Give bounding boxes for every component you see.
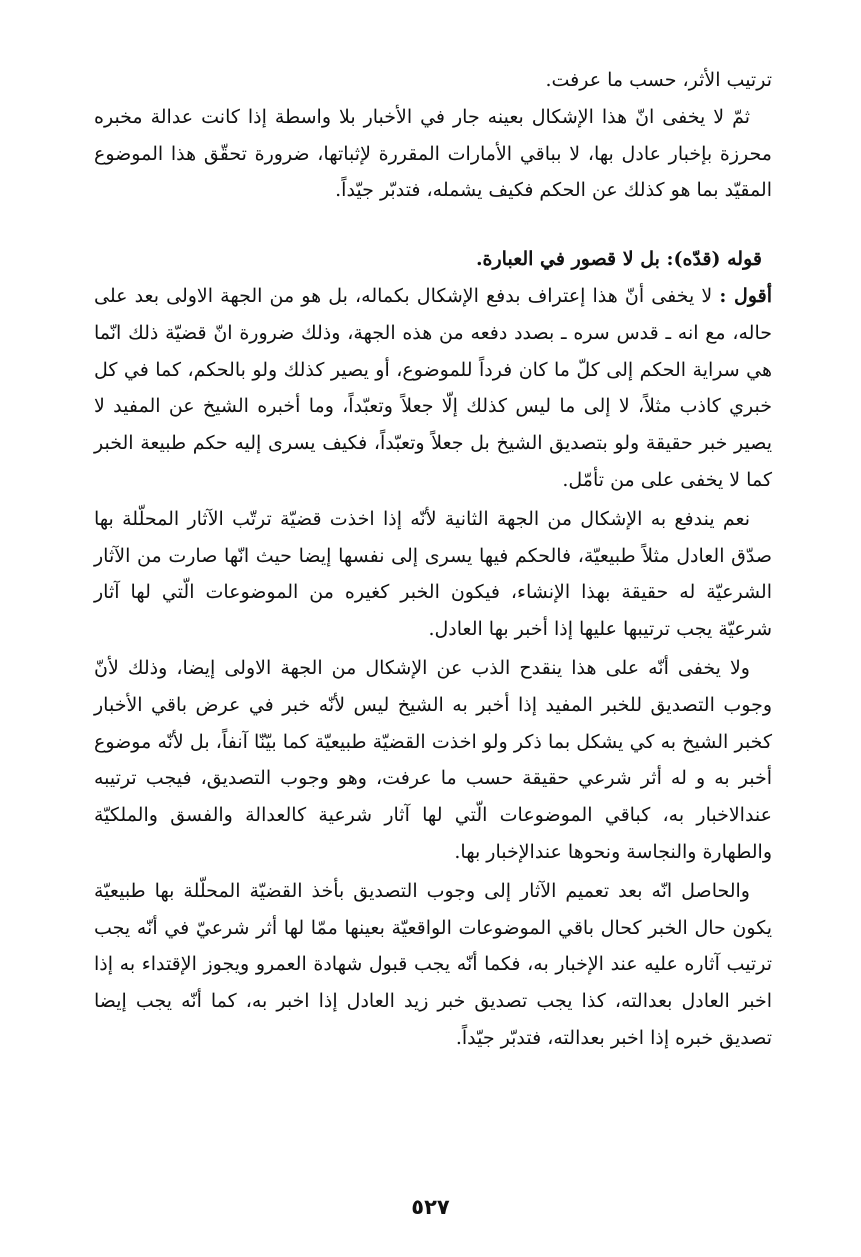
page-body [94, 62, 772, 1182]
answer-lead: أقول : [719, 284, 772, 307]
paragraph-second-aspect: نعم يندفع به الإشكال من الجهة الثانية لأنّه إذا اخذت قضيّة ترتّب الآثار المحلّلة بها صدّق العادل مثلاً طبيعيّة، فالحكم فيها يسرى إلى نفسها إيضا حيث انّها صارت من الآثار الشرعيّة له حقيقة بهذا الإنشاء، فيكون الخبر كغيره من الموضوعات الّتي لها آثار شرعيّة يجب ترتيبها عليها إذا أخبر بها العادل. [94, 507, 772, 641]
paragraph-note: ثمّ لا يخفى انّ هذا الإشكال بعينه جار في الأخبار بلا واسطة إذا كانت عدالة مخبره محرزة بإخبار عادل بها، لا بباقي الأمارات المقررة لإثباتها، ضرورة تحقّق هذا الموضوع المقيّد بما هو كذلك عن الحكم فكيف يشمله، فتدبّر جيّداً. [94, 105, 772, 202]
page-number: ٥٢٧ [411, 1195, 450, 1219]
section-heading: قوله (قدّه): بل لا قصور في العبارة. [475, 248, 762, 271]
answer-text: لا يخفى أنّ هذا إعتراف بدفع الإشكال بكماله، بل هو من الجهة الاولى بعد على حاله، مع انه ـ قدس سره ـ بصدد دفعه من هذه الجهة، وذلك ضرورة انّ قضيّة ذلك انّما هي سراية الحكم إلى كلّ ما كان فرداً للموضوع، أو يصير كذلك ولو بالحكم، كما في كل خبري كاذب مثلاً، لا إلى ما ليس كذلك إلّا جعلاً وتعبّداً، وما أخبره الشيخ عن المفيد لا يصير خبر حقيقة ولو بتصديق الشيخ بل جعلاً وتعبّداً، فكيف يسرى إليه حكم طبيعة الخبر كما لا يخفى على من تأمّل. [94, 284, 772, 491]
paragraph-first-aspect: ولا يخفى أنّه على هذا ينقدح الذب عن الإشكال من الجهة الاولى إيضا، وذلك لأنّ وجوب التصديق للخبر المفيد إذا أخبر به الشيخ ليس لأنّه خبر في عرض باقي الأخبار كخبر الشيخ به كي يشكل بما ذكر ولو اخذت القضيّة طبيعيّة كما بيّنّا آنفاً، بل لأنّه موضوع أخبر به و له أثر شرعي حقيقة حسب ما عرفت، وهو وجوب التصديق، فيجب ترتيبه عندالاخبار به، كباقي الموضوعات الّتي لها آثار شرعية كالعدالة والفسق والملكيّة والطهارة والنجاسة ونحوها عندالإخبار بها. [94, 656, 772, 863]
paragraph-continuation: ترتيب الأثر، حسب ما عرفت. [545, 69, 772, 91]
paragraph-answer [94, 278, 772, 499]
paragraph-conclusion: والحاصل انّه بعد تعميم الآثار إلى وجوب التصديق بأخذ القضيّة المحلّلة بها طبيعيّة يكون حال الخبر كحال باقي الموضوعات الواقعيّة بعينها ممّا لها أثر شرعيّ في أنّه يجب ترتيب آثاره عليه عند الإخبار به، فكما أنّه يجب قبول شهادة العمرو ويجوز الإقتداء به إذا اخبر العادل بعدالته، كذا يجب تصديق خبر زيد العادل إذا اخبر به، كما أنّه يجب إيضا تصديق خبره إذا اخبر بعدالته، فتدبّر جيّداً. [94, 879, 772, 1049]
section-gap [94, 209, 772, 241]
